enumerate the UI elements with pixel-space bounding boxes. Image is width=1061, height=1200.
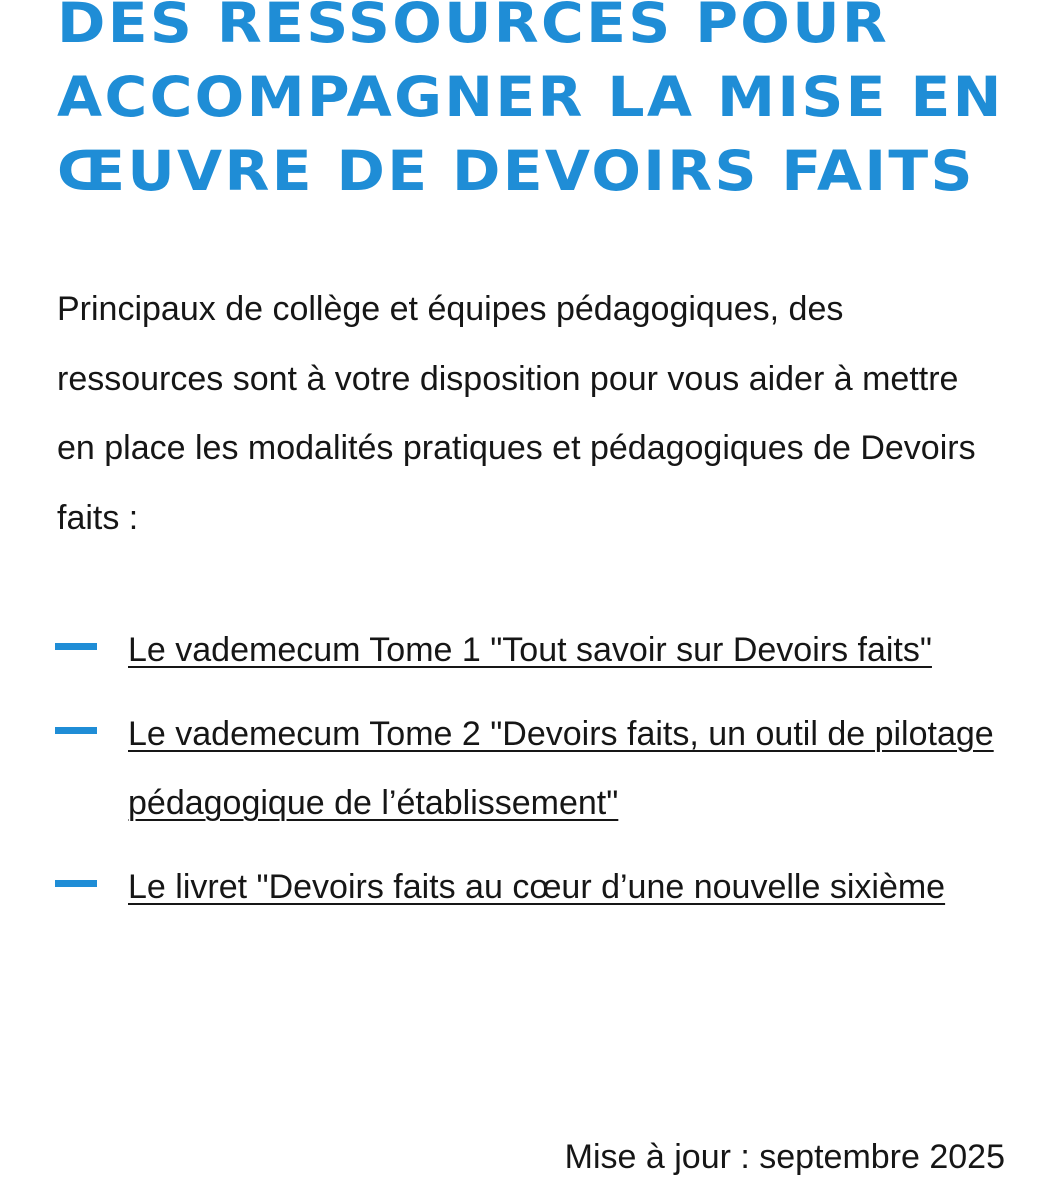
resource-link-vademecum-tome-2[interactable]: Le vademecum Tome 2 "Devoirs faits, un outil de pilotage pédagogique de l’établissement" bbox=[128, 714, 994, 822]
dash-icon bbox=[55, 643, 97, 650]
page-title: DES RESSOURCES POUR ACCOMPAGNER LA MISE EN ŒUVRE DE DEVOIRS FAITS bbox=[57, 0, 1004, 203]
list-item bbox=[55, 700, 1015, 839]
resource-link-vademecum-tome-1[interactable]: Le vademecum Tome 1 "Tout savoir sur Devoirs faits" bbox=[128, 631, 932, 669]
update-date: Mise à jour : septembre 2025 bbox=[564, 1138, 1005, 1176]
list-item bbox=[55, 616, 1015, 686]
list-item bbox=[55, 853, 1015, 923]
resource-list bbox=[55, 616, 1015, 936]
dash-icon bbox=[55, 880, 97, 887]
resource-link-livret-sixieme[interactable]: Le livret "Devoirs faits au cœur d’une nouvelle sixième bbox=[128, 867, 946, 906]
dash-icon bbox=[55, 727, 97, 734]
intro-paragraph: Principaux de collège et équipes pédagogiques, des ressources sont à votre disposition pour vous aider à mettre en place les modalités pratiques et pédagogiques de Devoirs faits : bbox=[57, 290, 976, 537]
